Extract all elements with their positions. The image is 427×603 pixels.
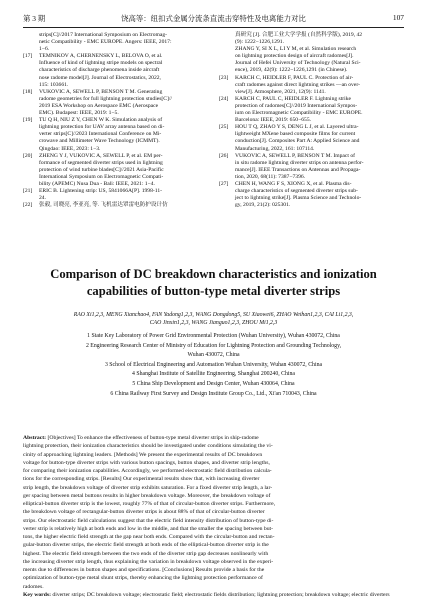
author-line: RAO Xi1,2,3, MENG Xianchao4, FAN Yadong1,2,3, WANG Dongdong5, SU Xiaowei6, ZHAO Weihan1,2,3, CAI Li1,2,3,: [73, 312, 354, 318]
reference-text: [235, 96, 405, 124]
reference-text: [235, 153, 405, 181]
reference-line: Influence of kind of lightning stripe models on spectral: [39, 60, 163, 67]
reference-entry: [219, 96, 405, 124]
abstract-line: ger spacing between metal buttons results in higher breakdown voltage. Moreover, the breakdown voltage of: [23, 492, 271, 499]
reference-line: TEMNIKOV A, CHERNENSKY L, BELOVA O, et al.: [39, 53, 163, 60]
page-number: 107: [392, 13, 404, 22]
reference-line: protection of wind turbine blades[C]//2021 Asia-Pacific: [39, 166, 164, 173]
reference-line: 24.: [39, 195, 46, 202]
reference-entry: [219, 124, 405, 152]
affiliation-line: 5 China Ship Development and Design Center, Wuhan 430064, China: [132, 380, 295, 387]
abstract-line: tons, the higher electric field strength at the gap near both ends. Compared with the circular-button and rectan-: [23, 534, 275, 540]
keywords-label: Key words:: [23, 591, 51, 598]
reference-line: 张毅, 司晓亮, 李亚亮, 等. 飞机雷达罩雷电防护设计仿: [39, 202, 168, 209]
reference-line: lightweight MXene based composite films for current: [235, 131, 356, 138]
abstract-line: tions for the corresponding strips. [Results] Our experimental results show that, with increasing diverter: [23, 476, 260, 483]
keywords-line: [23, 591, 404, 599]
reference-line: KARCH C, PAUL C, HEIDLER F. Lightning strike: [235, 95, 351, 102]
title-line: Comparison of DC breakdown characteristics and ionization: [50, 267, 377, 281]
reference-number: [19]: [23, 117, 33, 124]
reference-list-left: [23, 32, 213, 209]
reference-text: [39, 89, 213, 117]
reference-line: ZHENG Y J, VUKOVIC A, SEWELL P, et al. EM per-: [39, 152, 163, 159]
reference-line: 1−6.: [39, 46, 50, 53]
author-list: [0, 311, 427, 327]
abstract-line: radomes.: [23, 583, 44, 590]
reference-line: EMC). Budapest: IEEE, 2019: 1−5.: [39, 110, 119, 117]
reference-number: [219, 32, 235, 75]
reference-text: [39, 153, 213, 188]
abstract-line: cinity of approaching lightning leaders. [Methods] We present the experimental results of DC breakdown: [23, 451, 263, 458]
reference-list-right: [219, 32, 405, 209]
reference-number: [23, 32, 39, 53]
abstract-line: strips. Our electrostatic field calculations suggest that the electric field intensity distribution of button-type di-: [23, 517, 274, 524]
reference-text: [39, 53, 213, 88]
reference-line: KARCH C, HEIDLER F, PAUL C. Protection of air-: [235, 74, 354, 81]
reference-entry: [23, 117, 213, 152]
header-rule: [23, 27, 404, 28]
reference-line: crowave and Millimeter Wave Technology (ICMMT).: [39, 138, 160, 145]
title-line: capabilities of button-type metal diverter strips: [86, 284, 341, 298]
abstract-line: gular-button diverter strips, the electric field strength at both ends of the elliptical-button diverter strip is the: [23, 542, 269, 549]
reference-line: radome geometries for full lightning protection studies[C]//: [39, 95, 172, 102]
reference-number: [26]: [219, 152, 229, 159]
reference-line: TU Q H, NIU Z Y, CHEN W K. Simulation analysis of: [39, 117, 163, 124]
abstract-line: lightning protection, their ionization characteristics should be investigated under conditions simulating the vi-: [23, 443, 273, 450]
reference-line: ium on Electromagnetic Compatibility - EMC EUROPE.: [235, 110, 363, 117]
reference-line: conduction[J]. Composites Part A: Applied Science and: [235, 138, 360, 145]
reference-text: [235, 75, 405, 96]
reference-line: Manufacturing, 2022, 161: 107114.: [235, 145, 315, 152]
abstract-line: highest. The electric field strength between the two ends of the diverter strip gap decreases nonlinearly with: [23, 550, 269, 557]
running-header: [23, 13, 404, 27]
reference-line: ence), 2019, 42(9): 1222−1226,1291 (in Chinese).: [235, 67, 348, 74]
reference-entry: [23, 153, 213, 188]
abstract-line: verter strip is relatively high at both ends and low in the middle, and that the smaller the spacing between but-: [23, 525, 274, 532]
reference-entry: [219, 75, 405, 96]
reference-text: [39, 117, 213, 152]
reference-entry: [219, 32, 405, 75]
reference-line: lightning protection for UAV array antenna based on di-: [39, 124, 165, 131]
affiliation-line: Wuhan 430072, China: [187, 352, 240, 359]
reference-number: [20]: [23, 152, 33, 159]
reference-line: Qingdao: IEEE, 2023: 1−3.: [39, 145, 101, 152]
reference-line: craft radomes against direct lightning strikes —an over-: [235, 81, 360, 88]
abstract-line: elliptical-button diverter strip is the lowest, roughly 77% of that of circular-button diverter strips. Furthermore,: [23, 501, 276, 507]
reference-entry: [23, 188, 213, 202]
abstract-text: [Objectives] To enhance the effectiveness of button-type metal diverter strips in ship-radome: [47, 435, 259, 441]
keywords-text: diverter strips; DC breakdown voltage; electrostatic field; electrostatic fields distribution; lightning protection; breakdown voltage; electric diverters: [52, 591, 390, 598]
reference-entry: [23, 32, 213, 53]
reference-line: tion, 2020, 68(11): 7387−7396.: [235, 173, 306, 180]
reference-line: verter strips[C]//2023 International Conference on Mi-: [39, 131, 162, 138]
reference-line: nose radome model[J]. Journal of Electrostatics, 2022,: [39, 74, 161, 81]
reference-number: [25]: [219, 124, 229, 131]
reference-entry: [219, 153, 405, 181]
affiliation-line: 6 China Railway First Survey and Design Institute Group Co., Ltd., Xi'an 710043, China: [110, 390, 317, 397]
reference-number: [23]: [219, 74, 229, 81]
reference-number: [22]: [23, 202, 33, 209]
running-title: 饶高等：纽扣式金属分流条直流击穿特性及电离能力对比: [121, 14, 306, 23]
reference-line: 真研究 [J]. 合肥工业大学学报 (自然科学版), 2019, 42: [235, 32, 363, 38]
reference-text: [235, 181, 405, 209]
reference-line: gy, 2019, 21(2): 025301.: [235, 202, 291, 209]
reference-number: [18]: [23, 88, 33, 95]
reference-line: in situ radome lightning diverter strips on antenna perfor-: [235, 159, 364, 166]
reference-number: [27]: [219, 180, 229, 187]
affiliation-line: 4 Shanghai Institute of Satellite Engineering, Shanghai 200240, China: [132, 371, 295, 378]
reference-line: VUKOVIC A, SEWELL P, BENSON T M. Generating: [39, 88, 163, 95]
reference-line: Journal of Hefei University of Technology (Natural Sci-: [235, 60, 361, 67]
abstract-first-line: [23, 434, 404, 442]
reference-line: ERIC B. Lightening strip: US, 5841066A[P]. 1998-11-: [39, 188, 163, 195]
reference-line: 115: 103661.: [39, 81, 69, 88]
reference-number: [24]: [219, 95, 229, 102]
affiliation-list: [0, 332, 427, 399]
reference-line: Barcelona: IEEE, 2019: 650−655.: [235, 117, 312, 124]
abstract-block: [23, 434, 404, 599]
abstract-label: Abstract:: [23, 435, 47, 441]
reference-text: [39, 32, 213, 53]
reference-entry: [23, 53, 213, 88]
reference-entry: [23, 89, 213, 117]
abstract-line: for comparing their ionization capabilities. Accordingly, we performed electrostatic field distribution calcula-: [23, 468, 272, 474]
abstract-line: ments due to differences in button shapes and specifications. [Conclusions] Results provide a basis for the: [23, 567, 265, 573]
abstract-body: [23, 442, 404, 591]
reference-line: protection of radomes[C]//2019 International Sympos-: [235, 102, 358, 109]
affiliation-line: 3 School of Electrical Engineering and Automation Wuhan University, Wuhan 430072, China: [104, 361, 323, 368]
reference-line: charge characteristics of segmented diverter strips sub-: [235, 188, 358, 195]
reference-line: International Symposium on Electromagnetic Compati-: [39, 173, 164, 180]
abstract-line: optimization of button-type metal shunt strips, thereby enhancing the lightning protection performance of: [23, 575, 263, 582]
reference-text: [235, 32, 405, 75]
english-title: [0, 266, 427, 300]
affiliation-line: 2 Engineering Research Center of Ministry of Education for Lightning Protection and Grounding Technology,: [85, 342, 342, 349]
abstract-line: the increasing diverter strip length, thus explaining the variation in breakdown voltage observed in the experi-: [23, 558, 274, 565]
reference-line: bility (APEMC) Nusa Dua - Bali: IEEE, 2021: 1−4.: [39, 180, 155, 187]
reference-line: netic Compatibility - EMC EUROPE. Angers: IEEE, 2017:: [39, 39, 172, 46]
reference-line: strips[C]//2017 International Symposium on Electromag-: [39, 32, 168, 38]
reference-number: [17]: [23, 53, 33, 60]
reference-line: view[J]. Atmosphere, 2021, 12(9): 1141.: [235, 88, 326, 95]
reference-text: [39, 202, 213, 209]
abstract-line: the breakdown voltage of rectangular-button diverter strips is about 88% of that of circular-button diverter: [23, 509, 265, 516]
reference-line: (9): 1222−1226,1291.: [235, 39, 284, 46]
author-line: CAO Jinxin1,2,3, WANG Jianguo1,2,3, ZHOU Mi1,2,3: [149, 320, 278, 326]
reference-text: [235, 124, 405, 152]
issue-number: 第 3 期: [23, 14, 46, 23]
reference-line: ject to lightning strike[J]. Plasma Science and Technolo-: [235, 195, 362, 202]
reference-line: HOU T Q, ZHAO Y S, DENG L J, et al. Layered ultra-: [235, 124, 359, 131]
reference-line: 2019 ESA Workshop on Aerospace EMC (Aerospace: [39, 102, 159, 109]
reference-line: CHEN H, WANG F S, XIONG X, et al. Plasma dis-: [235, 180, 352, 187]
reference-line: VUKOVIC A, SEWELL P, BENSON T M. Impact of: [235, 152, 356, 159]
reference-number: [21]: [23, 188, 33, 195]
reference-line: formance of segmented diverter strips used in lightning: [39, 159, 163, 166]
reference-line: characteristics of discharge phenomena inside aircraft: [39, 67, 160, 74]
reference-entry: [23, 202, 213, 209]
reference-line: on lightning protection design of aircraft radomes[J].: [235, 53, 354, 60]
reference-text: [39, 188, 213, 202]
reference-line: mance[J]. IEEE Transactions on Antennas and Propaga-: [235, 166, 361, 173]
abstract-line: strip length, the breakdown voltage of diverter strip exhibits saturation. For a fixed diverter strip length, a lar-: [23, 484, 273, 491]
abstract-line: voltage for button-type diverter strips with various button spacings, button shapes, and diverter strip lengths,: [23, 459, 270, 466]
reference-line: ZHANG Y, SI X L, LI Y M, et al. Simulation research: [235, 46, 357, 53]
reference-entry: [219, 181, 405, 209]
affiliation-line: 1 State Key Laboratory of Power Grid Environmental Protection (Wuhan University), Wuhan 430072, China: [87, 333, 340, 339]
